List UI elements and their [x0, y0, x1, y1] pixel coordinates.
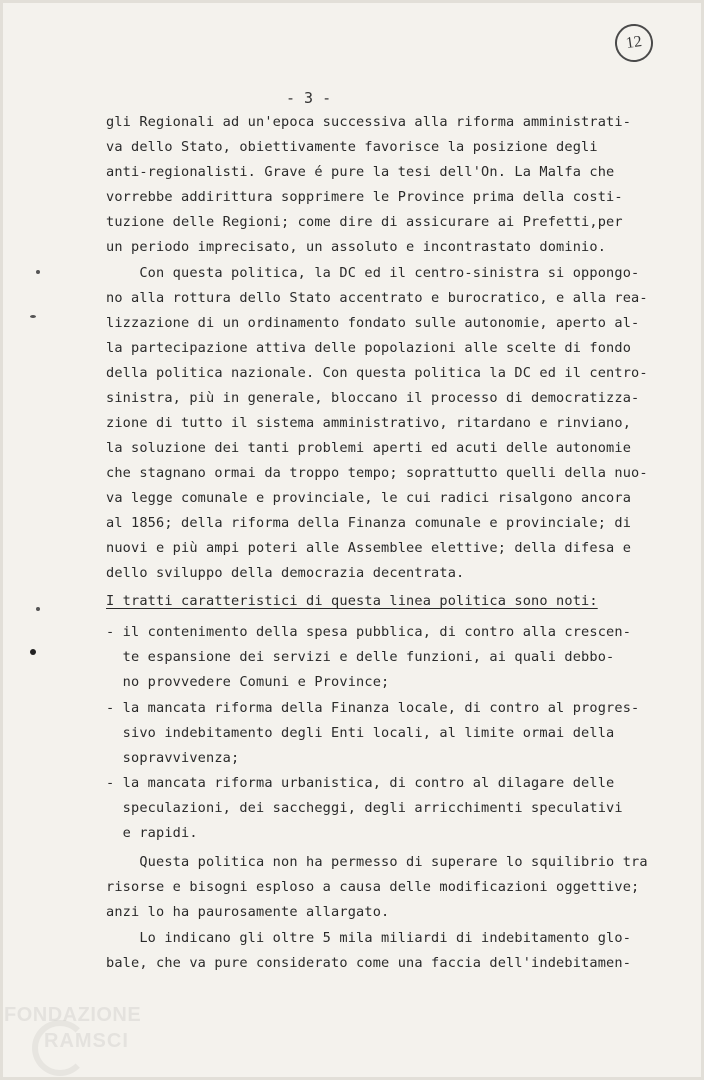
- list-item-line: no provvedere Comuni e Province;: [106, 674, 390, 690]
- text-line: Con questa politica, la DC ed il centro-sinistra si oppongo-: [106, 265, 640, 281]
- text-line: no alla rottura dello Stato accentrato e burocratico, e alla rea-: [106, 290, 648, 306]
- margin-mark: [30, 315, 36, 318]
- text-line: gli Regionali ad un'epoca successiva alla riforma amministrati-: [106, 114, 632, 130]
- list-item-line: sivo indebitamento degli Enti locali, al limite ormai della: [106, 725, 615, 741]
- watermark-line1: FONDAZIONE: [4, 1004, 142, 1026]
- list-item-line: - il contenimento della spesa pubblica, di contro alla crescen-: [106, 624, 632, 640]
- list-item-line: - la mancata riforma della Finanza locale, di contro al progres-: [106, 700, 640, 716]
- text-line: lizzazione di un ordinamento fondato sulle autonomie, aperto al-: [106, 315, 640, 331]
- text-line: un periodo imprecisato, un assoluto e incontrastato dominio.: [106, 239, 607, 255]
- text-line: Lo indicano gli oltre 5 mila miliardi di indebitamento glo-: [106, 930, 632, 946]
- text-line: sinistra, più in generale, bloccano il processo di democratizza-: [106, 390, 640, 406]
- list-item-line: - la mancata riforma urbanistica, di contro al dilagare delle: [106, 775, 615, 791]
- list-item-line: sopravvivenza;: [106, 750, 240, 766]
- text-line: va legge comunale e provinciale, le cui radici risalgono ancora: [106, 490, 632, 506]
- text-line: anti-regionalisti. Grave é pure la tesi dell'On. La Malfa che: [106, 164, 615, 180]
- margin-mark: [36, 607, 40, 611]
- margin-mark: [36, 270, 40, 274]
- text-line: bale, che va pure considerato come una faccia dell'indebitamen-: [106, 955, 632, 971]
- page-number: - 3 -: [286, 89, 332, 107]
- text-line: risorse e bisogni esploso a causa delle modificazioni oggettive;: [106, 879, 640, 895]
- text-line: tuzione delle Regioni; come dire di assicurare ai Prefetti,per: [106, 214, 623, 230]
- section-heading: I tratti caratteristici di questa linea politica sono noti:: [106, 593, 598, 609]
- text-line: della politica nazionale. Con questa politica la DC ed il centro-: [106, 365, 648, 381]
- margin-mark: [30, 649, 36, 655]
- archive-number: 12: [624, 32, 644, 53]
- text-line: dello sviluppo della democrazia decentrata.: [106, 565, 465, 581]
- text-line: la soluzione dei tanti problemi aperti ed acuti delle autonomie: [106, 440, 632, 456]
- text-line: Questa politica non ha permesso di superare lo squilibrio tra: [106, 854, 648, 870]
- text-line: che stagnano ormai da troppo tempo; soprattutto quelli della nuo-: [106, 465, 648, 481]
- list-item-line: e rapidi.: [106, 825, 198, 841]
- text-line: nuovi e più ampi poteri alle Assemblee elettive; della difesa e: [106, 540, 632, 556]
- text-line: vorrebbe addirittura sopprimere le Province prima della costi-: [106, 189, 623, 205]
- list-item-line: speculazioni, dei saccheggi, degli arricchimenti speculativi: [106, 800, 623, 816]
- list-item-line: te espansione dei servizi e delle funzioni, ai quali debbo-: [106, 649, 615, 665]
- text-line: al 1856; della riforma della Finanza comunale e provinciale; di: [106, 515, 632, 531]
- archive-number-stamp: [613, 22, 656, 65]
- text-line: zione di tutto il sistema amministrativo, ritardano e rinviano,: [106, 415, 632, 431]
- foundation-watermark: [4, 1000, 204, 1080]
- watermark-line2: RAMSCI: [44, 1030, 129, 1052]
- text-line: anzi lo ha paurosamente allargato.: [106, 904, 390, 920]
- text-line: va dello Stato, obiettivamente favorisce la posizione degli: [106, 139, 598, 155]
- text-line: la partecipazione attiva delle popolazioni alle scelte di fondo: [106, 340, 632, 356]
